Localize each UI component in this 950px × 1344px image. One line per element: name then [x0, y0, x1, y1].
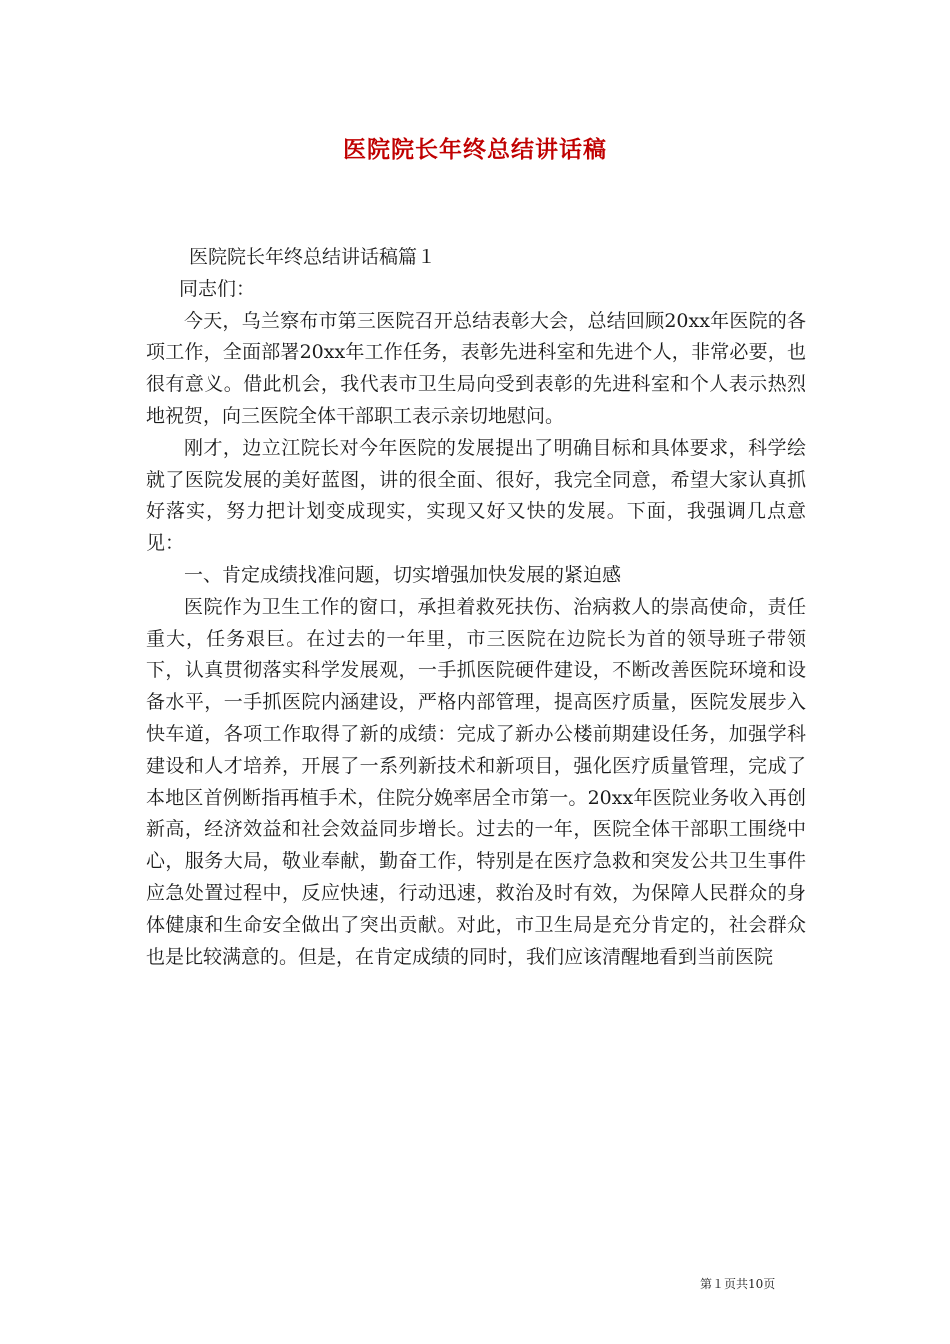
- section-heading: 一、肯定成绩找准问题，切实增强加快发展的紧迫感: [184, 563, 622, 586]
- document-title: 医院院长年终总结讲话稿: [343, 136, 607, 163]
- document-body: [146, 242, 806, 973]
- paragraph-achievements: 医院作为卫生工作的窗口，承担着救死扶伤、治病救人的崇高使命，责任重大，任务艰巨。在过去的一年里，市三医院在边院长为首的领导班子带领下，认真贯彻落实科学发展观，一手抓医院硬件建设，不断改善医院环境和设备水平，一手抓医院内涵建设，严格内部管理，提高医疗质量，医院发展步入快车道，各项工作取得了新的成绩：完成了新办公楼前期建设任务，加强学科建设和人才培养，开展了一系列新技术和新项目，强化医疗质量管理，完成了本地区首例断指再植手术，住院分娩率居全市第一。20xx年医院业务收入再创新高，经济效益和社会效益同步增长。过去的一年，医院全体干部职工围绕中心，服务大局，敬业奉献，勤奋工作，特别是在医疗急救和突发公共卫生事件应急处置过程中，反应快速，行动迅速，救治及时有效，为保障人民群众的身体健康和生命安全做出了突出贡献。对此，市卫生局是充分肯定的，社会群众也是比较满意的。但是，在肯定成绩的同时，我们应该清醒地看到当前医院: [146, 595, 806, 968]
- greeting-line: 同志们：: [179, 277, 256, 300]
- page-number: 第１页共10页: [700, 1277, 776, 1291]
- document-subtitle: 医院院长年终总结讲话稿篇１: [189, 246, 437, 268]
- paragraph-agreement: 刚才，边立江院长对今年医院的发展提出了明确目标和具体要求，科学绘就了医院发展的美好蓝图，讲的很全面、很好，我完全同意，希望大家认真抓好落实，努力把计划变成现实，实现又好又快的发展。下面，我强调几点意见：: [146, 436, 806, 555]
- paragraph-opening: 今天，乌兰察布市第三医院召开总结表彰大会，总结回顾20xx年医院的各项工作，全面部署20xx年工作任务，表彰先进科室和先进个人，非常必要，也很有意义。借此机会，我代表市卫生局向受到表彰的先进科室和个人表示热烈地祝贺，向三医院全体干部职工表示亲切地慰问。: [146, 309, 806, 427]
